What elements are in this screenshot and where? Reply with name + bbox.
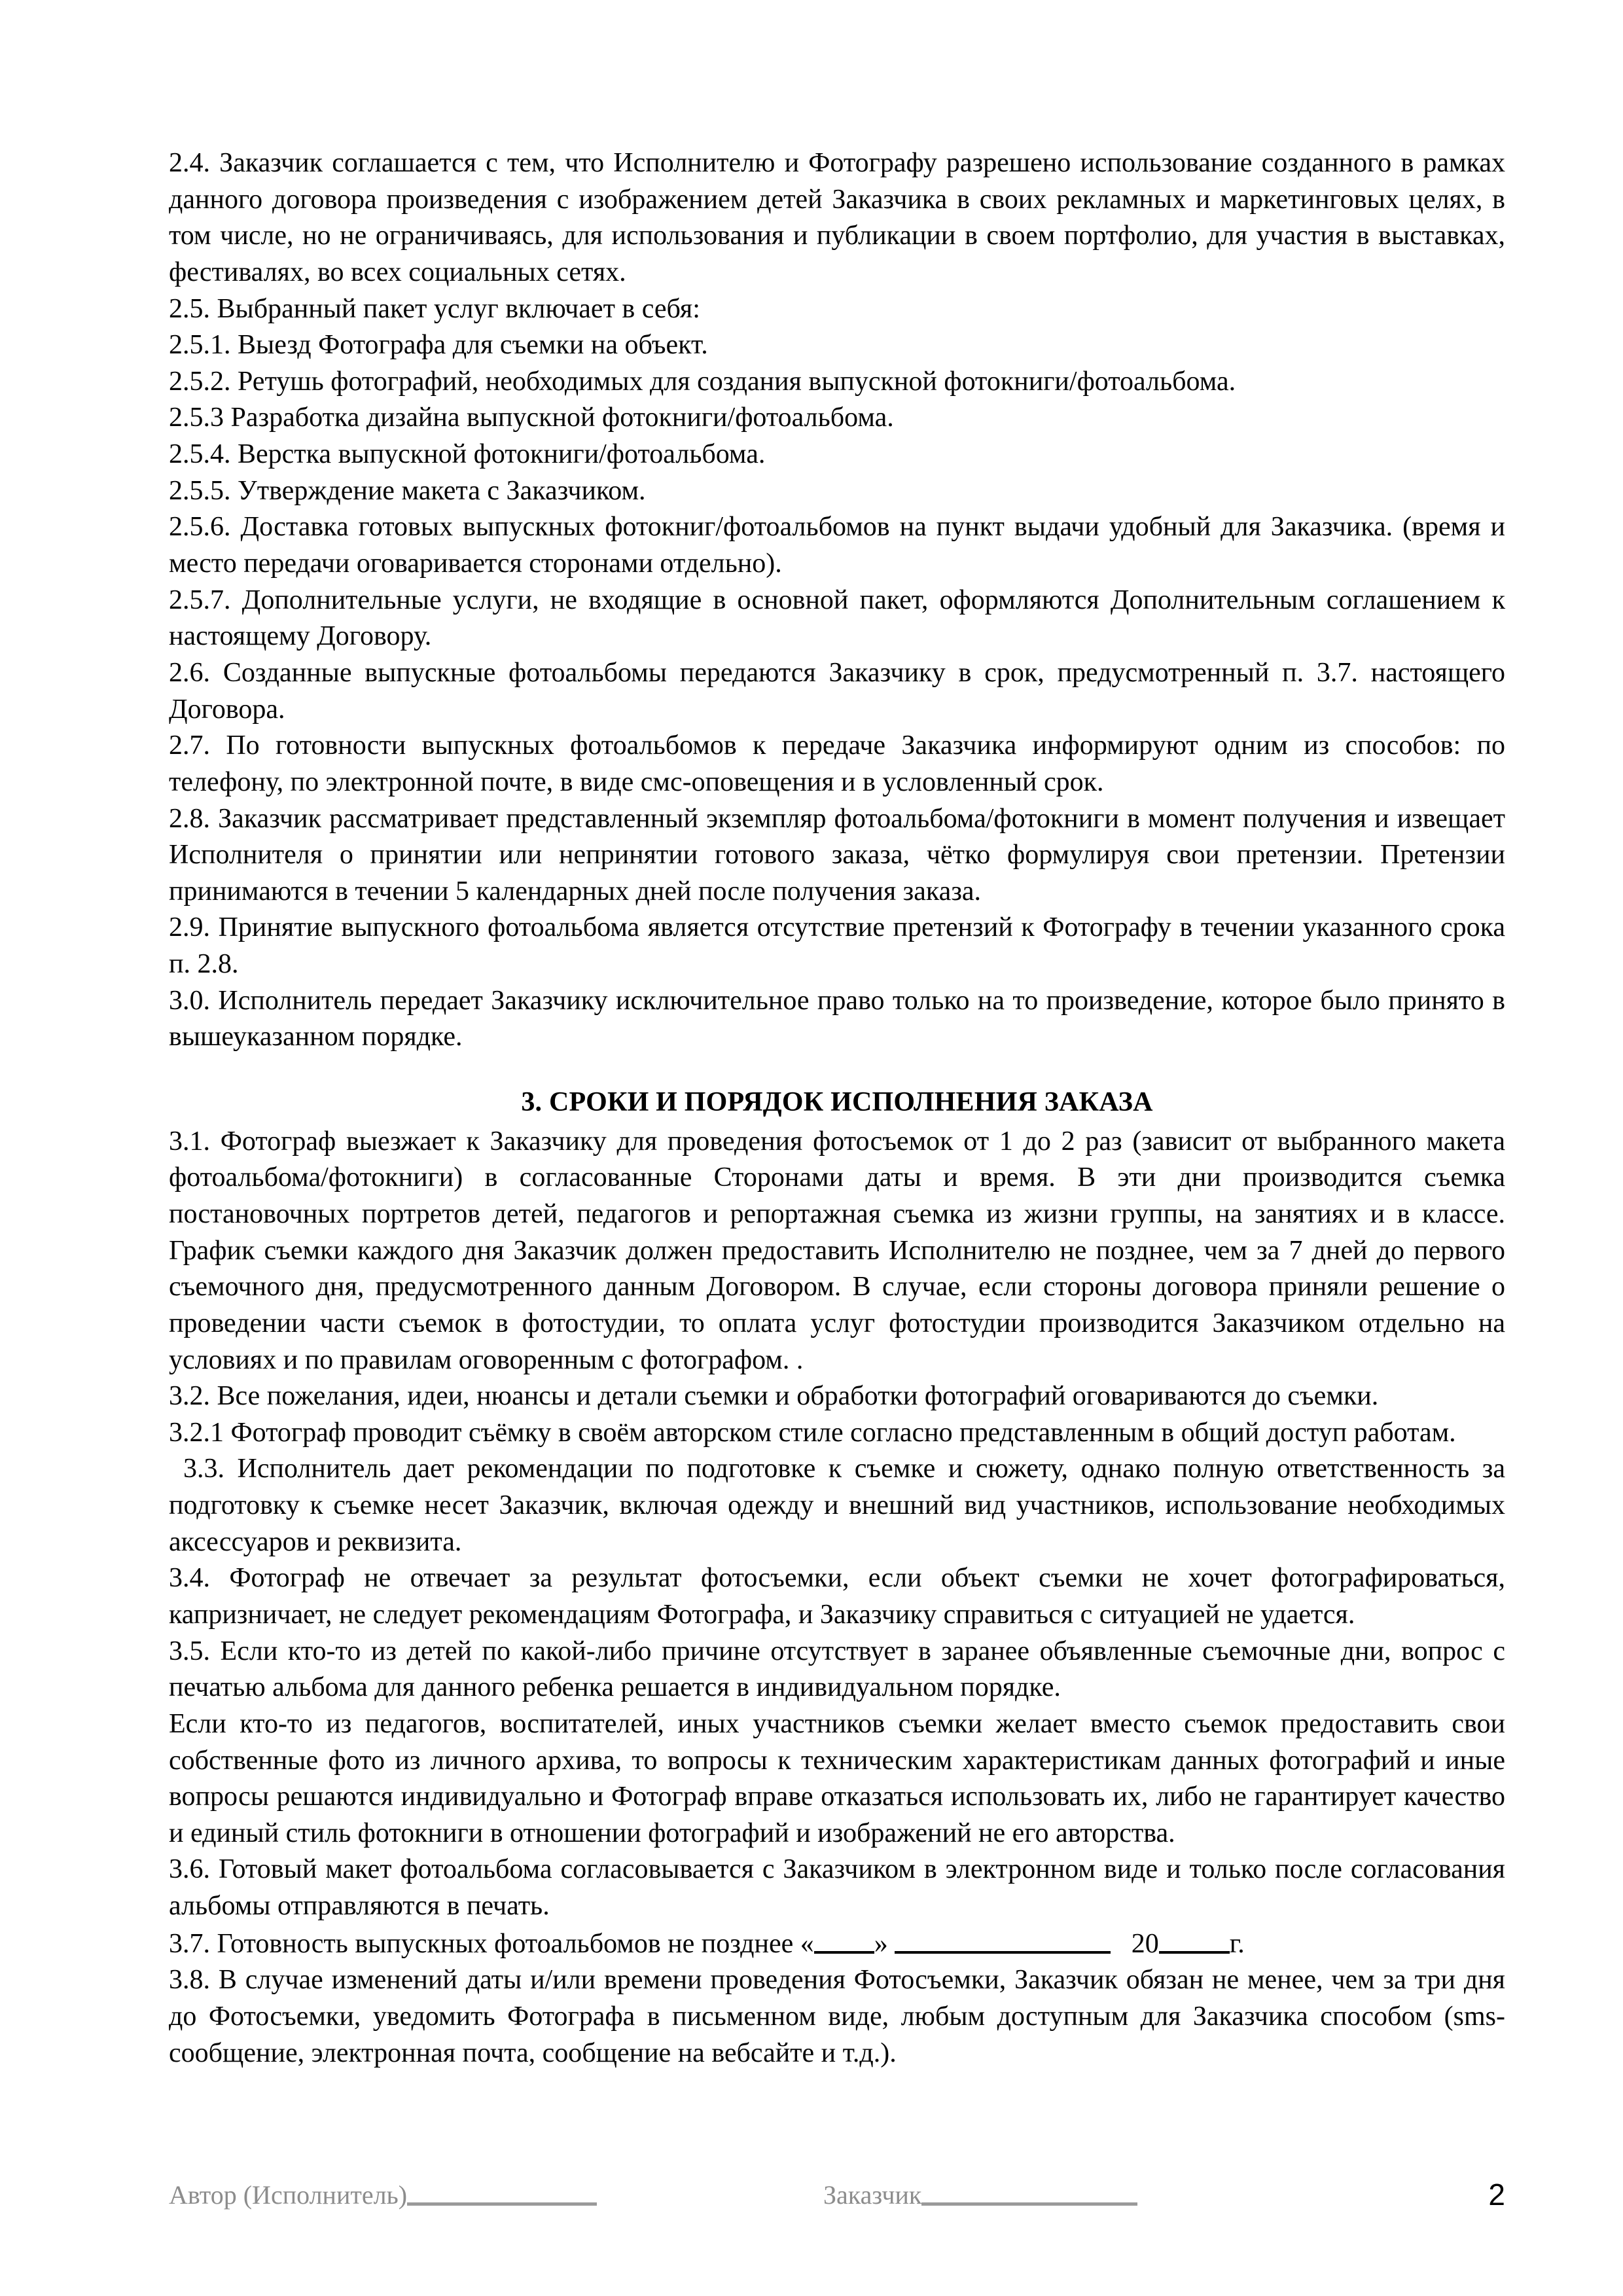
- page-footer: [169, 2178, 1505, 2227]
- clause-2-5: 2.5. Выбранный пакет услуг включает в себя:: [169, 293, 700, 324]
- clause-3-7-prefix: 3.7. Готовность выпускных фотоальбомов не позднее «: [169, 1928, 814, 1959]
- clause-3-6: 3.6. Готовый макет фотоальбома согласовывается с Заказчиком в электронном виде и только после согласования альбомы отправляются в печать.: [169, 1854, 1505, 1922]
- clause-2-5-1: 2.5.1. Выезд Фотографа для съемки на объект.: [169, 330, 708, 361]
- clause-3-7-suffix: г.: [1229, 1928, 1245, 1959]
- clause-2-5-6: 2.5.6. Доставка готовых выпускных фотокниг/фотоальбомов на пункт выдачи удобный для Заказчика. (время и место передачи оговаривается сторонами отдельно).: [169, 512, 1505, 579]
- clause-2-5-7: 2.5.7. Дополнительные услуги, не входящие в основной пакет, оформляются Дополнительным соглашением к настоящему Договору.: [169, 584, 1505, 652]
- document-body: [169, 145, 1505, 2072]
- clause-3-7-year-prefix: 20: [1131, 1928, 1159, 1959]
- clause-3-1: 3.1. Фотограф выезжает к Заказчику для проведения фотосъемок от 1 до 2 раз (зависит от выбранного макета фотоальбома/фотокниги) в согласованные Сторонами даты и время. В эти дни производится съемка постановочных портретов детей, педагогов и репортажная съемка из жизни группы, на занятиях и в классе. График съемки каждого дня Заказчик должен предоставить Исполнителю не позднее, чем за 7 дней до первого съемочного дня, предусмотренного данным Договором. В случае, если стороны договора приняли решение о проведении части съемок в фотостудии, то оплата услуг фотостудии производится Заказчиком отдельно на условиях и по правилам оговоренным с фотографом. .: [169, 1126, 1505, 1375]
- clause-3-5: 3.5. Если кто-то из детей по какой-либо причине отсутствует в заранее объявленные съемочные дни, вопрос с печатью альбома для данного ребенка решается в индивидуальном порядке.: [169, 1636, 1505, 1703]
- clause-2-4: 2.4. Заказчик соглашается с тем, что Исполнителю и Фотографу разрешено использование созданного в рамках данного договора произведения с изображением детей Заказчика в своих рекламных и маркетинговых целях, в том числе, но не ограничиваясь, для использования и публикации в своем портфолио, для участия в выставках, фестивалях, во всех социальных сетях.: [169, 148, 1505, 287]
- footer-author-label: Автор (Исполнитель): [169, 2180, 408, 2210]
- clause-3-7-fill-in: [169, 1925, 1505, 1963]
- clause-3-2-1: 3.2.1 Фотограф проводит съёмку в своём авторском стиле согласно представленным в общий доступ работам.: [169, 1417, 1456, 1448]
- clause-3-5-continuation: Если кто-то из педагогов, воспитателей, иных участников съемки желает вместо съемок предоставить свои собственные фото из личного архива, то вопросы к техническим характеристикам данных фотографий и иные вопросы решаются индивидуально и Фотограф вправе отказаться использовать их, либо не гарантирует качество и единый стиль фотокниги в отношении фотографий и изображений не его авторства.: [169, 1708, 1505, 1848]
- footer-client-label: Заказчик: [823, 2180, 922, 2210]
- clause-3-3: 3.3. Исполнитель дает рекомендации по подготовке к съемке и сюжету, однако полную ответственность за подготовку к съемке несет Заказчик, включая одежду и внешний вид участников, использование необходимых аксессуаров и реквизита.: [169, 1454, 1505, 1557]
- clause-3-7-quote: »: [874, 1928, 888, 1959]
- author-signature-line[interactable]: [407, 2181, 597, 2206]
- footer-author-signature: [169, 2181, 597, 2210]
- footer-signature-row: [169, 2178, 1505, 2227]
- clause-2-7: 2.7. По готовности выпускных фотоальбомов к передаче Заказчика информируют одним из способов: по телефону, по электронной почте, в виде смс-оповещения и в условленный срок.: [169, 730, 1505, 797]
- clause-2-5-2: 2.5.2. Ретушь фотографий, необходимых для создания выпускной фотокниги/фотоальбома.: [169, 366, 1236, 397]
- clause-3-2: 3.2. Все пожелания, идеи, нюансы и детали съемки и обработки фотографий оговариваются до съемки.: [169, 1381, 1379, 1412]
- day-blank-field[interactable]: [814, 1925, 874, 1954]
- footer-client-signature: [823, 2181, 1137, 2210]
- section-heading-3: 3. СРОКИ И ПОРЯДОК ИСПОЛНЕНИЯ ЗАКАЗА: [521, 1087, 1153, 1118]
- clause-2-9: 2.9. Принятие выпускного фотоальбома является отсутствие претензий к Фотографу в течении указанного срока п. 2.8.: [169, 912, 1505, 980]
- clause-2-8: 2.8. Заказчик рассматривает представленный экземпляр фотоальбома/фотокниги в момент получения и извещает Исполнителя о принятии или непринятии готового заказа, чётко формулируя свои претензии. Претензии принимаются в течении 5 календарных дней после получения заказа.: [169, 803, 1505, 906]
- year-blank-field[interactable]: [1159, 1925, 1230, 1954]
- clause-2-5-4: 2.5.4. Верстка выпускной фотокниги/фотоальбома.: [169, 439, 766, 470]
- clause-2-5-3: 2.5.3 Разработка дизайна выпускной фотокниги/фотоальбома.: [169, 403, 894, 433]
- client-signature-line[interactable]: [921, 2181, 1137, 2206]
- page-number: 2: [1488, 2178, 1505, 2212]
- month-blank-field[interactable]: [895, 1925, 1111, 1954]
- clause-2-5-5: 2.5.5. Утверждение макета с Заказчиком.: [169, 475, 646, 506]
- clause-2-6: 2.6. Созданные выпускные фотоальбомы передаются Заказчику в срок, предусмотренный п. 3.7. настоящего Договора.: [169, 657, 1505, 725]
- clause-3-4: 3.4. Фотограф не отвечает за результат фотосъемки, если объект съемки не хочет фотографироваться, капризничает, не следует рекомендациям Фотографа, и Заказчику справиться с ситуацией не удается.: [169, 1563, 1505, 1630]
- clause-3-8: 3.8. В случае изменений даты и/или времени проведения Фотосъемки, Заказчик обязан не менее, чем за три дня до Фотосъемки, уведомить Фотографа в письменном виде, любым доступным для Заказчика способом (sms-сообщение, электронная почта, сообщение на вебсайте и т.д.).: [169, 1965, 1505, 2068]
- clause-3-0: 3.0. Исполнитель передает Заказчику исключительное право только на то произведение, которое было принято в вышеуказанном порядке.: [169, 985, 1505, 1052]
